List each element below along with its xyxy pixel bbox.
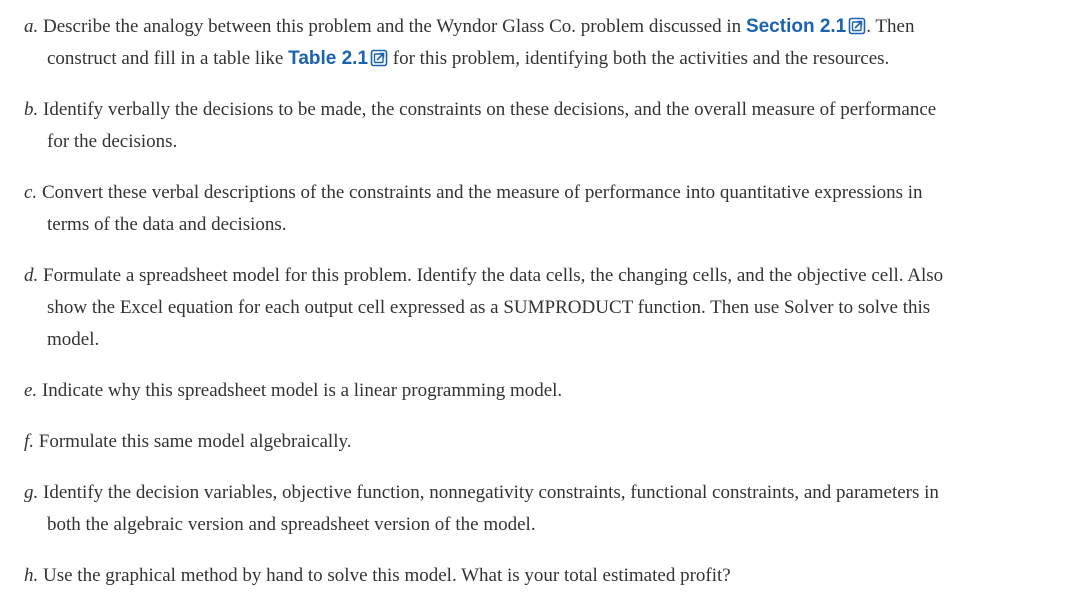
part-letter: c.	[24, 182, 38, 203]
part-letter: d.	[24, 265, 39, 286]
part-text: Convert these verbal descriptions of the constraints and the measure of performance into quantitative expressions in	[41, 182, 923, 203]
exercise-part-f-line-1	[0, 426, 1070, 458]
part-text: terms of the data and decisions.	[47, 214, 287, 235]
exercise-part-a-line-1	[0, 11, 1070, 43]
part-text: Formulate this same model algebraically.	[38, 431, 352, 452]
exercise-part-d-line-2	[0, 292, 1070, 324]
part-text: Formulate a spreadsheet model for this problem. Identify the data cells, the changing cells, and the objective cell. Also	[43, 265, 944, 286]
part-letter: f.	[24, 431, 35, 452]
part-text: Describe the analogy between this problem and the Wyndor Glass Co. problem discussed in	[43, 16, 746, 37]
part-text: for this problem, identifying both the activities and the resources.	[388, 48, 890, 69]
part-text: Identify the decision variables, objective function, nonnegativity constraints, functional constraints, and parameters in	[43, 482, 939, 503]
exercise-part-c-line-1	[0, 177, 1070, 209]
part-letter: e.	[24, 380, 38, 401]
external-link-icon[interactable]	[370, 49, 388, 67]
exercise-part-d	[0, 260, 1070, 356]
part-letter: g.	[24, 482, 39, 503]
external-link-icon[interactable]	[848, 17, 866, 35]
exercise-part-d-line-1	[0, 260, 1070, 292]
exercise-part-a	[0, 11, 1070, 75]
table-2-1-link[interactable]: Table 2.1	[288, 48, 369, 69]
part-letter: h.	[24, 565, 39, 586]
exercise-part-b-line-1	[0, 94, 1070, 126]
exercise-part-h	[0, 560, 1070, 592]
part-text: Indicate why this spreadsheet model is a linear programming model.	[41, 380, 563, 401]
exercise-part-b-line-2	[0, 126, 1070, 158]
part-text: . Then	[866, 16, 915, 37]
part-letter: a.	[24, 16, 39, 37]
exercise-part-b	[0, 94, 1070, 158]
part-text: show the Excel equation for each output cell expressed as a SUMPRODUCT function. Then use Solver to solve this	[47, 297, 931, 318]
part-text: model.	[47, 329, 100, 350]
exercise-part-c-line-2	[0, 209, 1070, 241]
part-text: both the algebraic version and spreadsheet version of the model.	[47, 514, 536, 535]
exercise-part-a-line-2	[0, 43, 1070, 75]
exercise-part-g-line-1	[0, 477, 1070, 509]
exercise-part-g-line-2	[0, 509, 1070, 541]
part-text: Use the graphical method by hand to solve this model. What is your total estimated profit?	[43, 565, 731, 586]
part-text: construct and fill in a table like	[47, 48, 289, 69]
part-text: Identify verbally the decisions to be made, the constraints on these decisions, and the overall measure of performance	[43, 99, 937, 120]
exercise-part-e-line-1	[0, 375, 1070, 407]
exercise-part-f	[0, 426, 1070, 458]
exercise-part-g	[0, 477, 1070, 541]
exercise-part-h-line-1	[0, 560, 1070, 592]
exercise-part-e	[0, 375, 1070, 407]
section-2-1-link[interactable]: Section 2.1	[745, 16, 847, 37]
part-text: for the decisions.	[47, 131, 178, 152]
part-letter: b.	[24, 99, 39, 120]
exercise-part-d-line-3	[0, 324, 1070, 356]
exercise-part-c	[0, 177, 1070, 241]
